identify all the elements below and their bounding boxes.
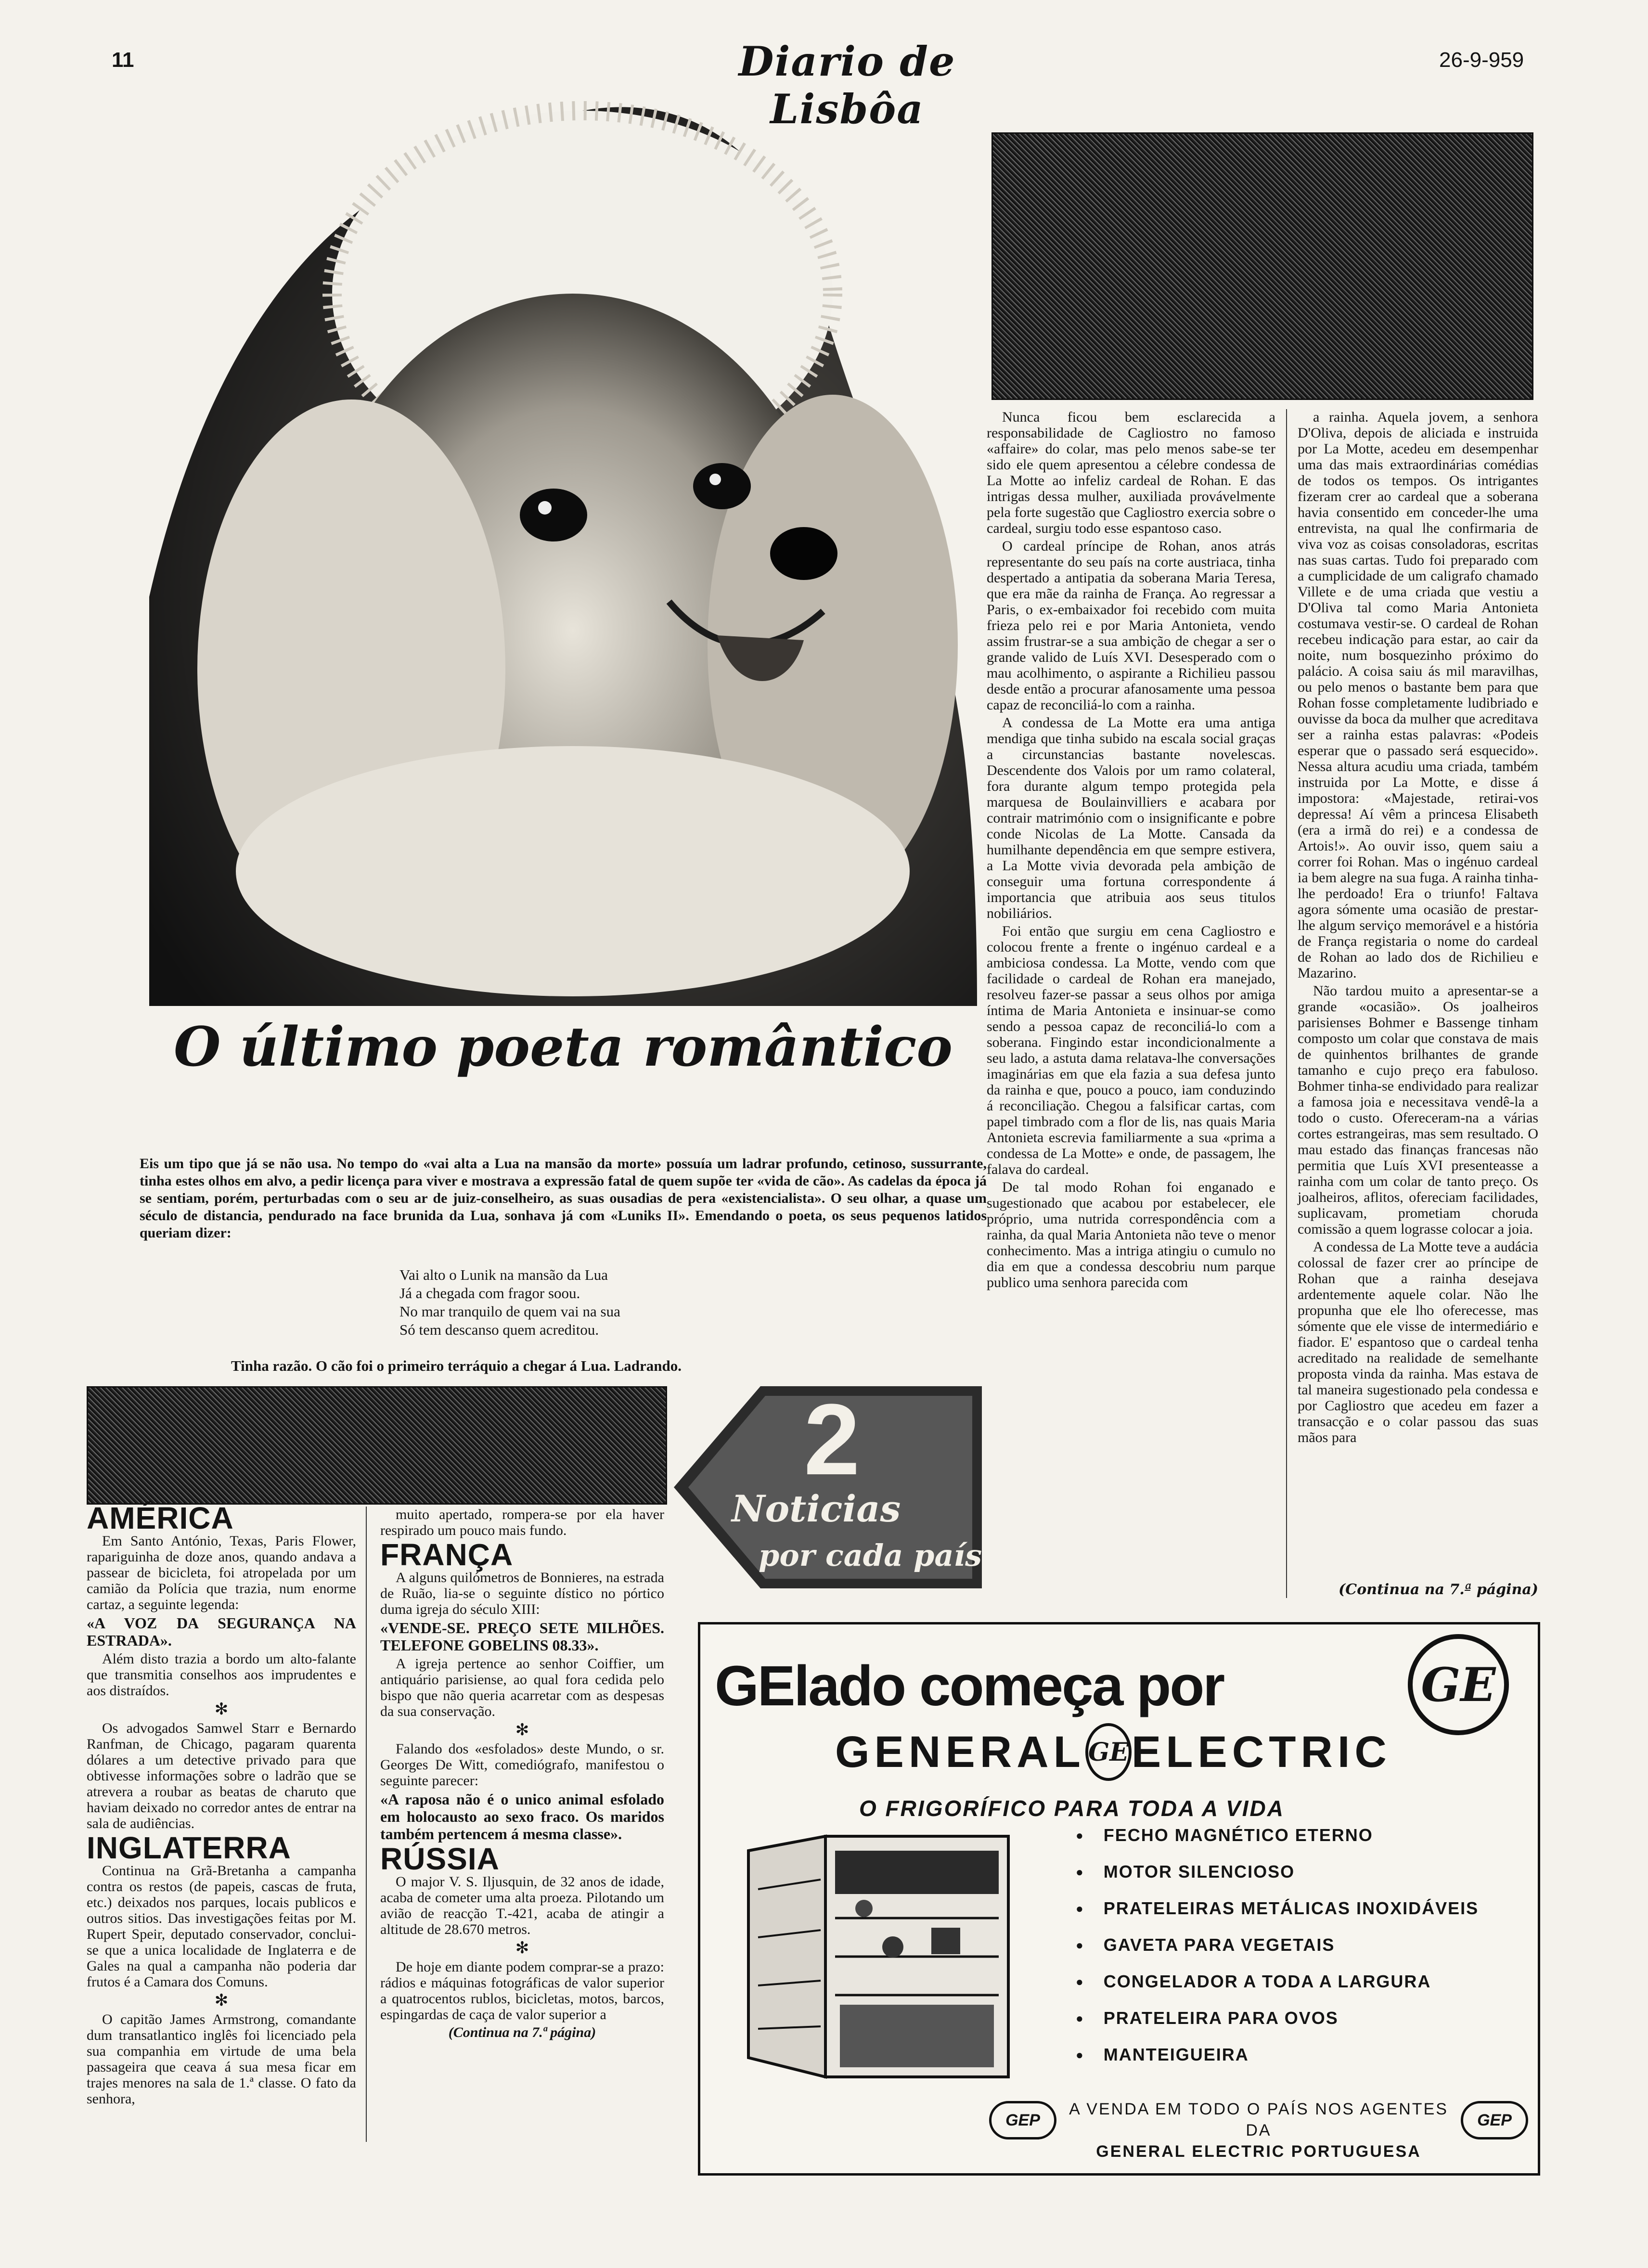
brand-general: GENERAL: [835, 1727, 1085, 1777]
agent-logo-text: GEP: [1005, 2111, 1040, 2129]
ge-logo: [1408, 1634, 1509, 1735]
ad-tagline: O FRIGORÍFICO PARA TODA A VIDA: [859, 1796, 1285, 1821]
photo-caption-title: O último poeta romântico: [174, 1016, 953, 1079]
newspaper-title: Diario de Lisbôa: [738, 38, 956, 133]
paragraph: De hoje em diante podem comprar-se a prazo: rádios e máquinas fotográficas de valor superior a quatrocentos rublos, bicicletas, motos, barcos, espingardas de caça de valor superior a: [380, 1959, 664, 2023]
country-heading-america: AMÉRICA: [87, 1501, 234, 1535]
paragraph: muito apertado, rompera-se por ela haver respirado um pouco mais fundo.: [380, 1507, 664, 1538]
paragraph: Em Santo António, Texas, Paris Flower, rapariguinha de doze anos, quando andava a passear de bicicleta, foi atropelada por um camião da Polícia que trazia, num enorme cartaz, a seguinte legenda:: [87, 1533, 356, 1612]
paragraph: Não tardou muito a apresentar-se a grande «ocasião». Os joalheiros parisienses Bohmer e Bassenge tinham composto um colar que constava de mais de quinhentos brilhantes de grande tamanho e cujo preço era fabuloso. Bohmer tinha-se endividado para realizar a famosa joia e necessitava vendê-la a todo o custo. Ofereceram-na a várias cortes estrangeiras, mas sem resultado. O mau estado das finanças francesas não permitia que Luís XVI presenteasse a rainha com um colar de tanto preço. Os joalheiros, aflitos, ofereciam facilidades, suplicavam, prometiam choruda comissão a quem lograsse colocar a joia.: [1298, 983, 1538, 1237]
country-heading-russia: RÚSSIA: [380, 1842, 500, 1876]
cagliostro-column-2: [1298, 409, 1538, 1447]
paragraph: Além disto trazia a bordo um alto-falante que transmitia conselhos aos imprudentes e aos distraídos.: [87, 1651, 356, 1699]
page-number: 11: [112, 48, 134, 72]
fridge-illustration: [739, 1831, 1056, 2082]
divider-star: ✻: [214, 1992, 229, 2010]
noticias-logo: [674, 1383, 982, 1588]
divider-star: ✻: [515, 1939, 529, 1957]
continued-note: (Continua na 7.ª página): [448, 2024, 596, 2040]
brand-electric: ELECTRIC: [1131, 1727, 1391, 1777]
divider-star: ✻: [515, 1721, 529, 1739]
agent-logo-text: GEP: [1477, 2111, 1512, 2129]
agent-logo-left: [989, 2101, 1056, 2139]
ge-advertisement: [698, 1622, 1540, 2176]
column-rule: [366, 1507, 367, 2142]
logo-number: 2: [804, 1383, 860, 1496]
feature-intro: Eis um tipo que já se não usa. No tempo do «vai alta a Lua na mansão da morte» possuía um ladrar profundo, cetinoso, sussurrante, tinha estes olhos em alvo, a pedir licença para viver e mostrava a expressão fatal de quem supõe ter «vida de cão». As cadelas da época já se sentiam, porém, perturbadas com o seu ar de juiz-conselheiro, as suas ousadias de pera «existencialista». O seu olhar, a quase um século de distancia, pendurado na face brunida da Lua, sonhava já com «Luniks II». Emendando o poeta, os seus pequenos latidos queriam dizer:: [140, 1156, 987, 1241]
paragraph: O capitão James Armstrong, comandante dum transatlantico inglês foi licenciado pela sua companhia em virtude de uma bela passageira que ceava á sua mesa ficar em trajes menores na sala de 1.ª classe. O fato da senhora,: [87, 2011, 356, 2107]
noticias-column-b: [380, 1507, 664, 2040]
feature-item: ● MANTEIGUEIRA: [1076, 2036, 1479, 2073]
logo-line-1: Noticias: [732, 1487, 901, 1530]
paragraph: Falando dos «esfolados» deste Mundo, o sr. Georges De Witt, comediógrafo, manifestou o seguinte parecer:: [380, 1741, 664, 1789]
feature-item: ● PRATELEIRAS METÁLICAS INOXIDÁVEIS: [1076, 1890, 1479, 1927]
paragraph: A igreja pertence ao senhor Coiffier, um antiquário parisiense, ao qual fora cedida pelo bispo que não queria acarretar com as despesas da sua conservação.: [380, 1656, 664, 1719]
issue-date: 26-9-959: [1439, 48, 1524, 72]
section-banner: [87, 1386, 667, 1505]
ad-brand: [835, 1723, 1391, 1781]
paragraph: a rainha. Aquela jovem, a senhora D'Oliva, depois de aliciada e instruida por La Motte, acedeu em desempenhar uma das mais extraordinárias comédias de todos os tempos. Os intrigantes fizeram crer ao cardeal que a soberana havia consentido em conceder-lhe uma entrevista, na qual lhe confirmaria de viva voz as coisas consoladoras, escritas nas suas cartas. Tudo foi preparado com a cumplicidade de um caligrafo chamado Villete e de uma criada que vestiu a D'Oliva tal como Maria Antonieta costumava vestir-se. O cardeal de Rohan recebeu indicação para estar, ao cair da noite, num bosquezinho próximo do palácio. A coisa saiu ás mil maravilhas, ou pelo menos o bastante bem para que Rohan fosse completamente ludibriado e ouvisse da boca da mulher que acreditava ser a rainha estas palavras: «Podeis esperar que o passado será esquecido». Nessa altura acudiu uma criada, também instruida por La Motte, e disse á impostora: «Majestade, retirai-vos depressa! Aí vêm a princesa Elisabeth (era a irmã do rei) e a condessa de Artois!». Ao ouvir isso, quem saiu a correr foi Rohan. Mas o ingénuo cardeal ia bem alegre na sua fuga. A rainha tinha-lhe perdoado! Era o triunfo! Faltava agora sómente uma ocasião de prestar-lhe algum serviço memorável e a história de França registaria o nome do cardeal de Rohan ao lado dos de Richilieu e Mazarino.: [1298, 409, 1538, 981]
feature-item: ● PRATELEIRA PARA OVOS: [1076, 2000, 1479, 2036]
verse-line: Vai alto o Lunik na mansão da Lua: [399, 1266, 608, 1283]
verse-line: No mar tranquilo de quem vai na sua: [399, 1303, 620, 1320]
footer-line-1: A VENDA EM TODO O PAÍS NOS AGENTES DA: [1069, 2100, 1448, 2139]
feature-item: ● MOTOR SILENCIOSO: [1076, 1854, 1479, 1890]
noticias-column-a: [87, 1502, 356, 2109]
column-rule: [1286, 409, 1287, 1598]
quote: «VENDE-SE. PREÇO SETE MILHÕES. TELEFONE GOBELINS 08.33».: [380, 1619, 664, 1654]
quote: «A VOZ DA SEGURANÇA NA ESTRADA».: [87, 1614, 356, 1649]
quote: «A raposa não é o unico animal esfolado em holocausto ao sexo fraco. Os maridos também pertencem á mesma classe».: [380, 1791, 664, 1843]
feature-verse: [399, 1266, 620, 1339]
small-ge-logo: [1085, 1723, 1132, 1781]
feature-item: ● FECHO MAGNÉTICO ETERNO: [1076, 1817, 1479, 1854]
paragraph: Os advogados Samwel Starr e Bernardo Ranfman, de Chicago, pagaram quarenta dólares a um detective privado para que obtivesse informações sobre o ladrão que se atrevera a roubar as beatas de charuto que haviam deixado no corredor antes de entrar na sala de audiências.: [87, 1720, 356, 1831]
feature-list: [1076, 1817, 1479, 2073]
country-heading-inglaterra: INGLATERRA: [87, 1830, 291, 1865]
verse-line: Já a chegada com fragor soou.: [399, 1285, 580, 1302]
feature-item: ● GAVETA PARA VEGETAIS: [1076, 1927, 1479, 1963]
ad-footer: [1066, 2099, 1451, 2162]
paragraph: Foi então que surgiu em cena Cagliostro e colocou frente a frente o ingénuo cardeal e a ambiciosa condessa. La Motte, vendo com que facilidade o cardeal de Rohan era manejado, resolveu fazer-se passar a seus olhos por amiga íntima de Maria Antonieta e insinuar-se como sendo a pessoa capaz de reconciliá-lo com a soberana. Fingindo estar incondicionalmente a seu lado, a astuta dama relatava-lhe conversações imaginárias em que ela fazia a sua defesa junto da rainha e que, pouco a pouco, iam conduzindo á reconciliação. Chegou a falsificar cartas, com papel timbrado com a flor de lis, nas quais Maria Antonieta escrevia familiarmente a sua «prima a condessa de La Motte» e onde, de passagem, lhe falava do cardeal.: [987, 923, 1275, 1177]
divider-star: ✻: [214, 1701, 229, 1718]
ge-logo-monogram: GE: [1421, 1657, 1496, 1712]
article-header-banner: [991, 132, 1533, 400]
feature-item: ● CONGELADOR A TODA A LARGURA: [1076, 1963, 1479, 2000]
verse-line: Só tem descanso quem acreditou.: [399, 1321, 599, 1338]
agent-logo-right: [1461, 2101, 1528, 2139]
ad-headline: GElado começa por: [715, 1654, 1224, 1718]
footer-line-2: GENERAL ELECTRIC PORTUGUESA: [1096, 2142, 1421, 2161]
paragraph: A condessa de La Motte era uma antiga mendiga que tinha subido na escala social graças a circunstancias bastante novelescas. Descendente dos Valois por um ramo colateral, fora durante algum tempo protegida pela marquesa de Boulainvilliers e acabara por contrair matrimónio com o insignificante e pobre conde Nicolas de La Motte. Cansada da humilhante dependência em que sempre estivera, a La Motte vivia devorada pela ambição de conseguir uma fortuna correspondente á importancia que atribuia aos seus titulos nobiliários.: [987, 715, 1275, 921]
paragraph: O major V. S. Iljusquin, de 32 anos de idade, acaba de cometer uma alta proeza. Pilotando um avião de reacção T.-421, acaba de atingir a altitude de 28.670 metros.: [380, 1874, 664, 1937]
paragraph: A alguns quilómetros de Bonnieres, na estrada de Ruão, lia-se o seguinte dístico no pórtico duma igreja do século XIII:: [380, 1570, 664, 1617]
country-heading-franca: FRANÇA: [380, 1537, 514, 1572]
continued-note: (Continua na 7.ª página): [1339, 1581, 1538, 1598]
cagliostro-column-1: [987, 409, 1275, 1292]
paragraph: O cardeal príncipe de Rohan, anos atrás representante do seu país na corte austriaca, tinha despertado a antipatia da soberana Maria Teresa, que era mãe da rainha de França. Ao regressar a Paris, o ex-embaixador foi recebido com muita frieza pelo rei e por Maria Antonieta, vendo assim frustrar-se a sua ambição de chegar a ser o grande valido de Luís XVI. Desesperado com o mau acolhimento, o aspirante a Richilieu passou desde então a procurar afanosamente uma pessoa capaz de reconciliá-lo com a rainha.: [987, 538, 1275, 713]
paragraph: Nunca ficou bem esclarecida a responsabilidade de Cagliostro no famoso «affaire» do colar, mas pelo menos sabe-se ter sido ele quem apresentou a célebre condessa de La Motte ao infeliz cardeal de Rohan. E das intrigas dessa mulher, auxiliada provávelmente pela forte sugestão que Cagliostro exercia sobre o cardeal, surgiu todo esse espantoso caso.: [987, 409, 1275, 536]
poodle-photo: [149, 91, 977, 1006]
paragraph: De tal modo Rohan foi enganado e sugestionado que acabou por estabelecer, ele próprio, uma nutrida correspondência com a rainha, da qual Maria Antonieta não teve o menor conhecimento. Mas a intriga atingiu o cumulo no dia em que a condessa descobriu num parque publico uma senhora parecida com: [987, 1179, 1275, 1290]
paragraph: Continua na Grã-Bretanha a campanha contra os restos (de papeis, cascas de fruta, etc.) deixados nos parques, locais publicos e outros sitios. Das investigações feitas por M. Rupert Speir, deputado conservador, conclui-se que a unica localidade de Inglaterra e de Gales na qual a campanha não poderia dar frutos é a Camara dos Comuns.: [87, 1863, 356, 1990]
feature-closing: Tinha razão. O cão foi o primeiro terráquio a chegar á Lua. Ladrando.: [231, 1357, 682, 1374]
logo-line-2: por cada país: [759, 1538, 982, 1573]
small-ge-monogram: GE: [1088, 1737, 1129, 1767]
paragraph: A condessa de La Motte teve a audácia colossal de fazer crer ao príncipe de Rohan que a rainha desejava ardentemente aquele colar. Não lhe propunha que ele lho oferecesse, mas sómente que ele visse de intermediário e fiador. E' espantoso que o cardeal tenha acreditado na realidade de semelhante proposta vinda da rainha. Mas estava de tal maneira sugestionado pela condessa e por Cagliostro que acedeu em fazer a transacção e o colar passou das suas mãos para: [1298, 1239, 1538, 1445]
